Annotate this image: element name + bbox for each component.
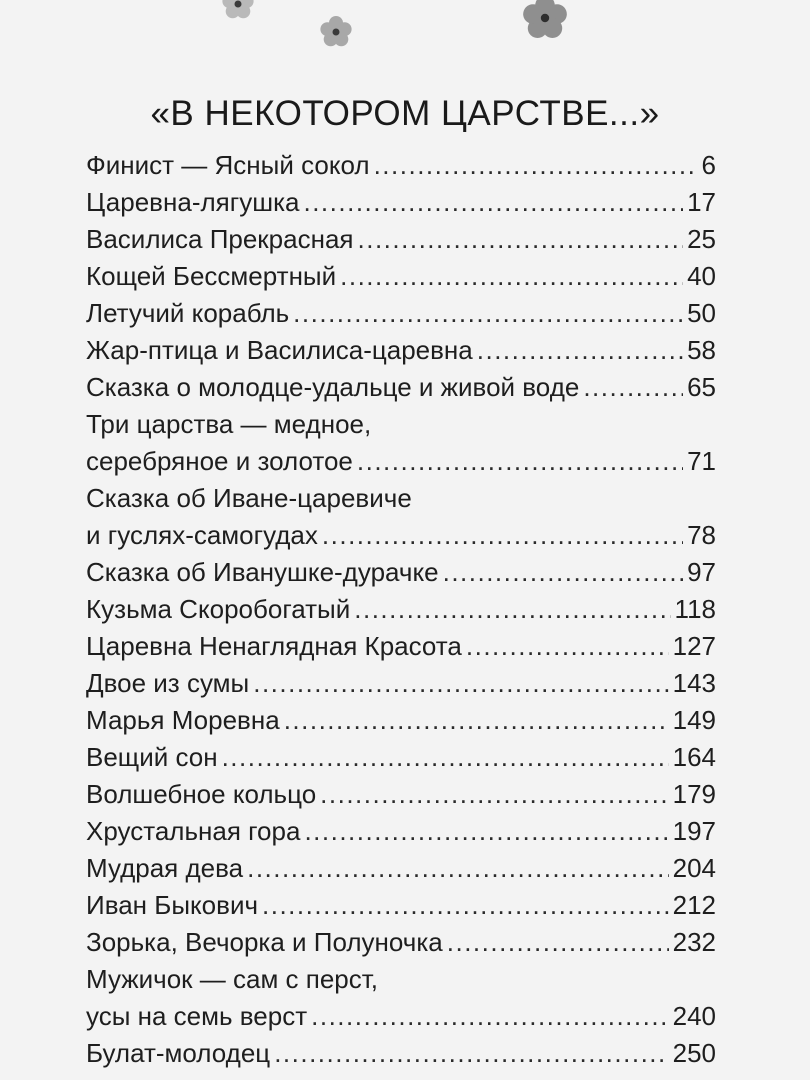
- toc-entry[interactable]: [86, 221, 716, 258]
- page-number: 232: [672, 927, 716, 957]
- toc-entry-line: [86, 961, 716, 998]
- toc-entry[interactable]: [86, 332, 716, 369]
- dot-leader: [354, 591, 670, 628]
- page-number: 17: [687, 187, 716, 217]
- toc-entry-line: [86, 628, 716, 665]
- toc-entry-line: [86, 665, 716, 702]
- page-number: 143: [672, 668, 716, 698]
- toc-entry-line: [86, 924, 716, 961]
- dot-leader: [357, 443, 683, 480]
- toc-entry-line: [86, 813, 716, 850]
- toc-entry-title: Царевна Ненаглядная Красота: [86, 631, 462, 661]
- toc-entry-line: [86, 221, 716, 258]
- dot-leader: [358, 221, 684, 258]
- toc-entry[interactable]: [86, 295, 716, 332]
- dot-leader: [284, 702, 669, 739]
- toc-entry-title: серебряное и золотое: [86, 446, 353, 476]
- page-number: 97: [687, 557, 716, 587]
- dot-leader: [247, 850, 669, 887]
- toc-entry-line: [86, 776, 716, 813]
- page-number: 149: [672, 705, 716, 735]
- toc-entry-title: Кощей Бессмертный: [86, 261, 337, 291]
- page-number: 212: [672, 890, 716, 920]
- toc-entry-title: Царевна-лягушка: [86, 187, 300, 217]
- toc-entry-line: [86, 147, 716, 184]
- toc-entry[interactable]: [86, 369, 716, 406]
- decorative-flowers: [0, 0, 810, 70]
- toc-entry-line: [86, 1035, 716, 1072]
- page-number: 40: [687, 261, 716, 291]
- toc-entry-title: Сказка о молодце-удальце и живой воде: [86, 372, 580, 402]
- toc-entry[interactable]: [86, 1035, 716, 1072]
- toc-entry-title: и гуслях-самогудах: [86, 520, 318, 550]
- toc-entry[interactable]: [86, 258, 716, 295]
- dot-leader: [322, 517, 683, 554]
- toc-entry-line: [86, 998, 716, 1035]
- toc-entry[interactable]: [86, 961, 716, 1035]
- page-number: 58: [687, 335, 716, 365]
- toc-entry-title: Иван Быкович: [86, 890, 259, 920]
- dot-leader: [311, 998, 668, 1035]
- page-number: 179: [672, 779, 716, 809]
- toc-entry-title: Булат-молодец: [86, 1038, 271, 1068]
- toc-entry-title: Вещий сон: [86, 742, 218, 772]
- toc-entry-line: [86, 443, 716, 480]
- page-number: 78: [687, 520, 716, 550]
- toc-entry[interactable]: [86, 850, 716, 887]
- page-number: 250: [672, 1038, 716, 1068]
- page-number: 71: [687, 446, 716, 476]
- page-number: 6: [701, 150, 716, 180]
- toc-entry-title: Василиса Прекрасная: [86, 224, 354, 254]
- flower-icon: [320, 16, 351, 46]
- toc-entry-line: [86, 184, 716, 221]
- table-of-contents: [86, 147, 716, 1072]
- page-number: 127: [672, 631, 716, 661]
- toc-entry-title: усы на семь верст: [86, 1001, 308, 1031]
- toc-entry[interactable]: [86, 554, 716, 591]
- dot-leader: [443, 554, 683, 591]
- flower-icon: [523, 0, 567, 38]
- toc-entry-title: Летучий корабль: [86, 298, 290, 328]
- toc-entry-title: Марья Моревна: [86, 705, 280, 735]
- page-number: 240: [672, 1001, 716, 1031]
- toc-entry-title: Сказка об Иване-царевиче: [86, 483, 412, 513]
- toc-entry-line: [86, 258, 716, 295]
- dot-leader: [262, 887, 669, 924]
- page-number: 164: [672, 742, 716, 772]
- toc-entry[interactable]: [86, 591, 716, 628]
- toc-entry-line: [86, 702, 716, 739]
- dot-leader: [583, 369, 683, 406]
- toc-entry[interactable]: [86, 813, 716, 850]
- toc-entry-title: Кузьма Скоробогатый: [86, 594, 351, 624]
- toc-entry[interactable]: [86, 628, 716, 665]
- dot-leader: [466, 628, 669, 665]
- toc-entry[interactable]: [86, 480, 716, 554]
- dot-leader: [293, 295, 683, 332]
- toc-entry-line: [86, 591, 716, 628]
- toc-entry-title: Сказка об Иванушке-дурачке: [86, 557, 439, 587]
- toc-entry[interactable]: [86, 887, 716, 924]
- page-number: 118: [674, 594, 716, 624]
- toc-entry-title: Жар-птица и Василиса-царевна: [86, 335, 473, 365]
- toc-entry-title: Двое из сумы: [86, 668, 250, 698]
- toc-entry-line: [86, 554, 716, 591]
- toc-entry-line: [86, 406, 716, 443]
- dot-leader: [340, 258, 683, 295]
- toc-entry-line: [86, 480, 716, 517]
- flower-icon: [222, 0, 253, 18]
- toc-entry[interactable]: [86, 406, 716, 480]
- dot-leader: [447, 924, 669, 961]
- toc-entry-line: [86, 517, 716, 554]
- toc-entry[interactable]: [86, 184, 716, 221]
- section-title: «В НЕКОТОРОМ ЦАРСТВЕ...»: [150, 94, 660, 133]
- dot-leader: [274, 1035, 668, 1072]
- toc-entry-line: [86, 739, 716, 776]
- dot-leader: [320, 776, 668, 813]
- toc-entry-title: Финист — Ясный сокол: [86, 150, 370, 180]
- toc-entry-title: Волшебное кольцо: [86, 779, 317, 809]
- toc-entry[interactable]: [86, 702, 716, 739]
- dot-leader: [477, 332, 683, 369]
- toc-entry[interactable]: [86, 147, 716, 184]
- toc-entry-title: Хрустальная гора: [86, 816, 301, 846]
- page-number: 204: [672, 853, 716, 883]
- toc-entry-title: Три царства — медное,: [86, 409, 372, 439]
- page-number: 50: [687, 298, 716, 328]
- page-number: 197: [672, 816, 716, 846]
- toc-entry-line: [86, 369, 716, 406]
- toc-entry[interactable]: [86, 665, 716, 702]
- dot-leader: [303, 184, 683, 221]
- dot-leader: [304, 813, 668, 850]
- toc-entry[interactable]: [86, 739, 716, 776]
- dot-leader: [253, 665, 668, 702]
- toc-entry[interactable]: [86, 924, 716, 961]
- page-number: 25: [687, 224, 716, 254]
- toc-entry-title: Мудрая дева: [86, 853, 244, 883]
- toc-entry[interactable]: [86, 776, 716, 813]
- toc-entry-title: Зорька, Вечорка и Полуночка: [86, 927, 443, 957]
- toc-entry-line: [86, 295, 716, 332]
- toc-entry-line: [86, 332, 716, 369]
- dot-leader: [222, 739, 669, 776]
- toc-entry-line: [86, 887, 716, 924]
- toc-entry-line: [86, 850, 716, 887]
- dot-leader: [374, 147, 698, 184]
- toc-entry-title: Мужичок — сам с перст,: [86, 964, 379, 994]
- page-number: 65: [687, 372, 716, 402]
